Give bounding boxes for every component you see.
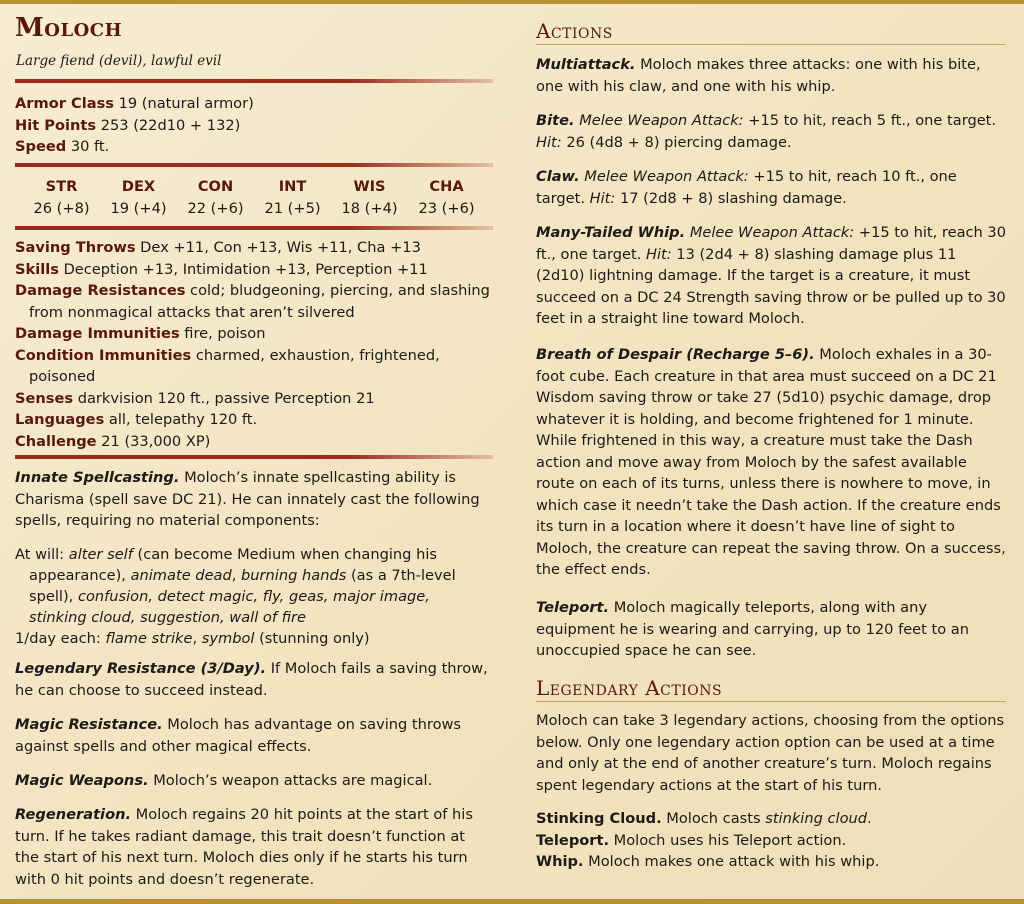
legendary-options [536, 808, 1006, 873]
ability-int: INT 21 (+5) [264, 178, 321, 217]
trait-magic-resistance: Magic Resistance. Moloch has advantage on saving throws against spells and other magical effects. [15, 716, 462, 755]
senses: Senses darkvision 120 ft., passive Perception 21 [15, 389, 375, 407]
saving-throws: Saving Throws Dex +11, Con +13, Wis +11, Cha +13 [15, 239, 421, 256]
actions-heading: Actions [536, 18, 1006, 45]
damage-immunities: Damage Immunities fire, poison [15, 325, 266, 342]
divider [15, 226, 493, 230]
ability-wis: WIS 18 (+4) [341, 178, 398, 217]
legendary-stinking-cloud: Stinking Cloud. Moloch casts stinking cloud. [536, 810, 872, 827]
speed: Speed 30 ft. [15, 138, 110, 155]
ability-str: STR 26 (+8) [33, 178, 90, 217]
trait-legendary-resistance: Legendary Resistance (3/Day). If Moloch fails a saving throw, he can choose to succeed instead. [15, 660, 488, 699]
ability-con: CON 22 (+6) [187, 178, 244, 217]
monster-name: Moloch [15, 13, 123, 43]
divider [15, 163, 493, 167]
spells-at-will: At will: alter self (can become Medium when changing his appearance), animate dead, burning hands (as a 7th-level spell), confusion, detect magic, fly, geas, major image, stinking cloud, suggestion, wall of fire [15, 546, 456, 626]
challenge: Challenge 21 (33,000 XP) [15, 432, 211, 450]
legendary-whip: Whip. Moloch makes one attack with his whip. [536, 853, 880, 870]
basic-stats [15, 93, 490, 158]
ability-cha: CHA 23 (+6) [418, 178, 475, 217]
action-multiattack: Multiattack. Moloch makes three attacks: one with his bite, one with his claw, and one with his whip. [536, 56, 981, 95]
trait-regeneration: Regeneration. Moloch regains 20 hit points at the start of his turn. If he takes radiant damage, this trait doesn’t function at the start of his next turn. Moloch dies only if he starts his turn with 0 hit points and doesn’t regenerate. [15, 806, 473, 888]
action-claw: Claw. Melee Weapon Attack: +15 to hit, reach 10 ft., one target. Hit: 17 (2d8 + 8) slashing damage. [536, 168, 957, 207]
languages: Languages all, telepathy 120 ft. [15, 411, 258, 428]
legendary-teleport: Teleport. Moloch uses his Teleport action. [536, 831, 847, 849]
action-bite: Bite. Melee Weapon Attack: +15 to hit, reach 5 ft., one target. Hit: 26 (4d8 + 8) piercing damage. [536, 112, 997, 151]
spells-per-day: 1/day each: flame strike, symbol (stunning only) [15, 630, 370, 647]
trait-innate-spellcasting: Innate Spellcasting. Moloch’s innate spellcasting ability is Charisma (spell save DC 21). He can innately cast the following spells, requiring no material components: [15, 469, 480, 529]
trait-magic-weapons: Magic Weapons. Moloch’s weapon attacks are magical. [15, 772, 433, 789]
action-many-tailed-whip: Many-Tailed Whip. Melee Weapon Attack: +15 to hit, reach 30 ft., one target. Hit: 13 (2d4 + 8) slashing damage plus 11 (2d10) lightning damage. If the target is a creature, it must succeed on a DC 24 Strength saving throw or be pulled up to 30 feet in a straight line toward Moloch. [536, 224, 1006, 327]
divider [15, 455, 493, 459]
ability-scores [23, 176, 485, 219]
ability-dex: DEX 19 (+4) [110, 178, 167, 217]
armor-class: Armor Class 19 (natural armor) [15, 95, 254, 112]
action-teleport: Teleport. Moloch magically teleports, along with any equipment he is wearing and carrying, up to 120 feet to an unoccupied space he can see. [536, 599, 970, 659]
spell-list [15, 544, 490, 649]
skills: Skills Deception +13, Intimidation +13, Perception +11 [15, 260, 428, 278]
condition-immunities: Condition Immunities charmed, exhaustion, frightened, poisoned [15, 346, 440, 385]
legendary-actions-heading: Legendary Actions [536, 675, 1006, 702]
secondary-stats [15, 237, 490, 452]
monster-type: Large fiend (devil), lawful evil [16, 53, 222, 69]
action-breath-of-despair: Breath of Despair (Recharge 5–6). Moloch exhales in a 30-foot cube. Each creature in that area must succeed on a DC 21 Wisdom saving throw or take 27 (5d10) psychic damage, drop whatever it is holding, and become frightened for 1 minute. While frightened in this way, a creature must take the Dash action and move away from Moloch by the safest available route on each of its turns, unless there is nowhere to move, in which case it needn’t take the Dash action. If the creature ends its turn in a location where it doesn’t have line of sight to Moloch, the creature can repeat the saving throw. On a success, the effect ends. [536, 346, 1006, 578]
damage-resistances: Damage Resistances cold; bludgeoning, piercing, and slashing from nonmagical attacks that aren’t silvered [15, 282, 490, 321]
legendary-intro: Moloch can take 3 legendary actions, choosing from the options below. Only one legendary action option can be used at a time and only at the end of another creature’s turn. Moloch regains spent legendary actions at the start of his turn. [536, 712, 1005, 794]
divider [15, 79, 493, 83]
hit-points: Hit Points 253 (22d10 + 132) [15, 116, 241, 134]
